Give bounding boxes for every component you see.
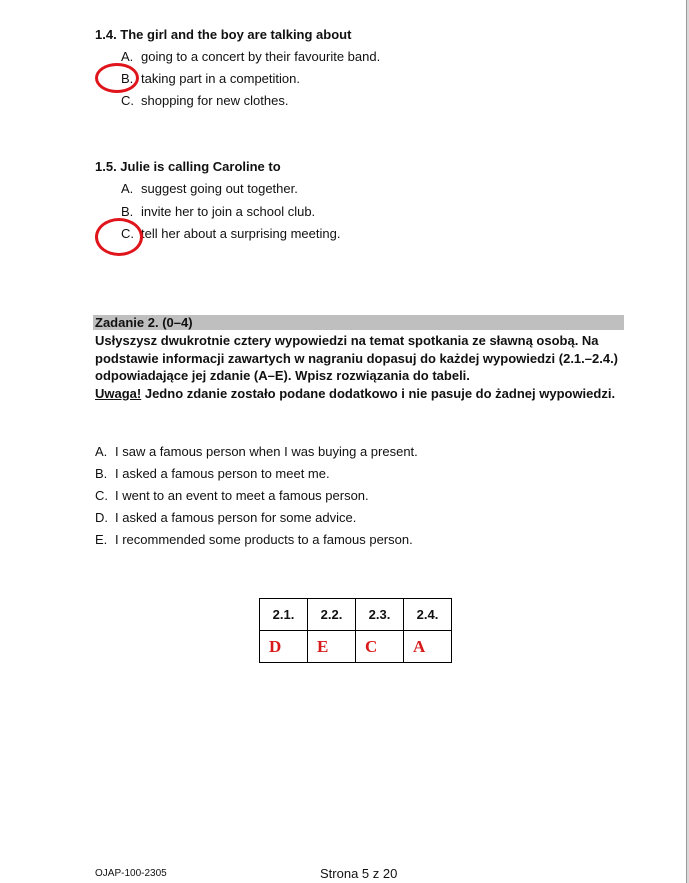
task-2-option-d — [95, 510, 356, 525]
answer-cell-2-3[interactable]: C — [356, 631, 404, 663]
option-text: invite her to join a school club. — [141, 204, 316, 219]
answer-header-2-3: 2.3. — [356, 599, 404, 631]
question-1-4-option-b — [121, 71, 300, 86]
option-text: I saw a famous person when I was buying a present. — [115, 444, 418, 459]
answer-header-2-4: 2.4. — [404, 599, 452, 631]
task-2-option-e — [95, 532, 413, 547]
option-letter: C. — [121, 226, 134, 241]
answer-cell-2-4[interactable]: A — [404, 631, 452, 663]
answer-header-2-2: 2.2. — [308, 599, 356, 631]
question-1-5-title: 1.5. Julie is calling Caroline to — [95, 159, 281, 174]
option-text: I asked a famous person for some advice. — [115, 510, 357, 525]
option-text: tell her about a surprising meeting. — [141, 226, 341, 241]
option-text: taking part in a competition. — [141, 71, 300, 86]
answer-table-header-row — [260, 599, 452, 631]
option-letter: B. — [95, 466, 108, 481]
option-letter: A. — [121, 181, 134, 196]
option-text: shopping for new clothes. — [141, 93, 289, 108]
question-1-4-title: 1.4. The girl and the boy are talking about — [95, 27, 352, 42]
instruction-line: podstawie informacji zawartych w nagraniu dopasuj do każdej wypowiedzi (2.1.–2.4.) — [95, 350, 619, 366]
option-letter: E. — [95, 532, 108, 547]
task-2-option-b — [95, 466, 330, 481]
option-letter: A. — [95, 444, 108, 459]
task-2-instruction — [95, 332, 625, 402]
option-text: suggest going out together. — [141, 181, 298, 196]
option-text: I went to an event to meet a famous person. — [115, 488, 369, 503]
task-2-option-a — [95, 444, 418, 459]
option-letter: B. — [121, 71, 134, 86]
question-1-5-option-a — [121, 181, 298, 196]
task-2-option-c — [95, 488, 369, 503]
answer-circle-1-5 — [95, 218, 143, 256]
note-label: Uwaga! — [95, 385, 142, 401]
footer-page-number: Strona 5 z 20 — [320, 866, 398, 881]
option-letter: D. — [95, 510, 108, 525]
answer-cell-2-2[interactable]: E — [308, 631, 356, 663]
option-text: I recommended some products to a famous person. — [115, 532, 413, 547]
option-letter: B. — [121, 204, 134, 219]
question-1-5-option-c — [121, 226, 340, 241]
answer-table — [259, 598, 452, 663]
answer-header-2-1: 2.1. — [260, 599, 308, 631]
answer-circle-1-4 — [95, 63, 139, 93]
answer-table-answer-row — [260, 631, 452, 663]
instruction-line: odpowiadające jej zdanie (A–E). Wpisz rozwiązania do tabeli. — [95, 368, 470, 383]
note-text: Jedno zdanie zostało podane dodatkowo i nie pasuje do żadnej wypowiedzi. — [141, 385, 616, 401]
instruction-line: Usłyszysz dwukrotnie cztery wypowiedzi na temat spotkania ze sławną osobą. Na — [95, 333, 599, 348]
option-letter: C. — [95, 488, 108, 503]
task-2-header: Zadanie 2. (0–4) — [93, 315, 624, 330]
instruction-note — [95, 385, 625, 403]
question-1-4-option-a — [121, 49, 380, 64]
question-1-5-option-b — [121, 204, 315, 219]
option-letter: C. — [121, 93, 134, 108]
option-text: I asked a famous person to meet me. — [115, 466, 330, 481]
option-text: going to a concert by their favourite band. — [141, 49, 381, 64]
footer-exam-code: OJAP-100-2305 — [95, 868, 167, 879]
option-letter: A. — [121, 49, 134, 64]
question-1-4-option-c — [121, 93, 288, 108]
answer-cell-2-1[interactable]: D — [260, 631, 308, 663]
